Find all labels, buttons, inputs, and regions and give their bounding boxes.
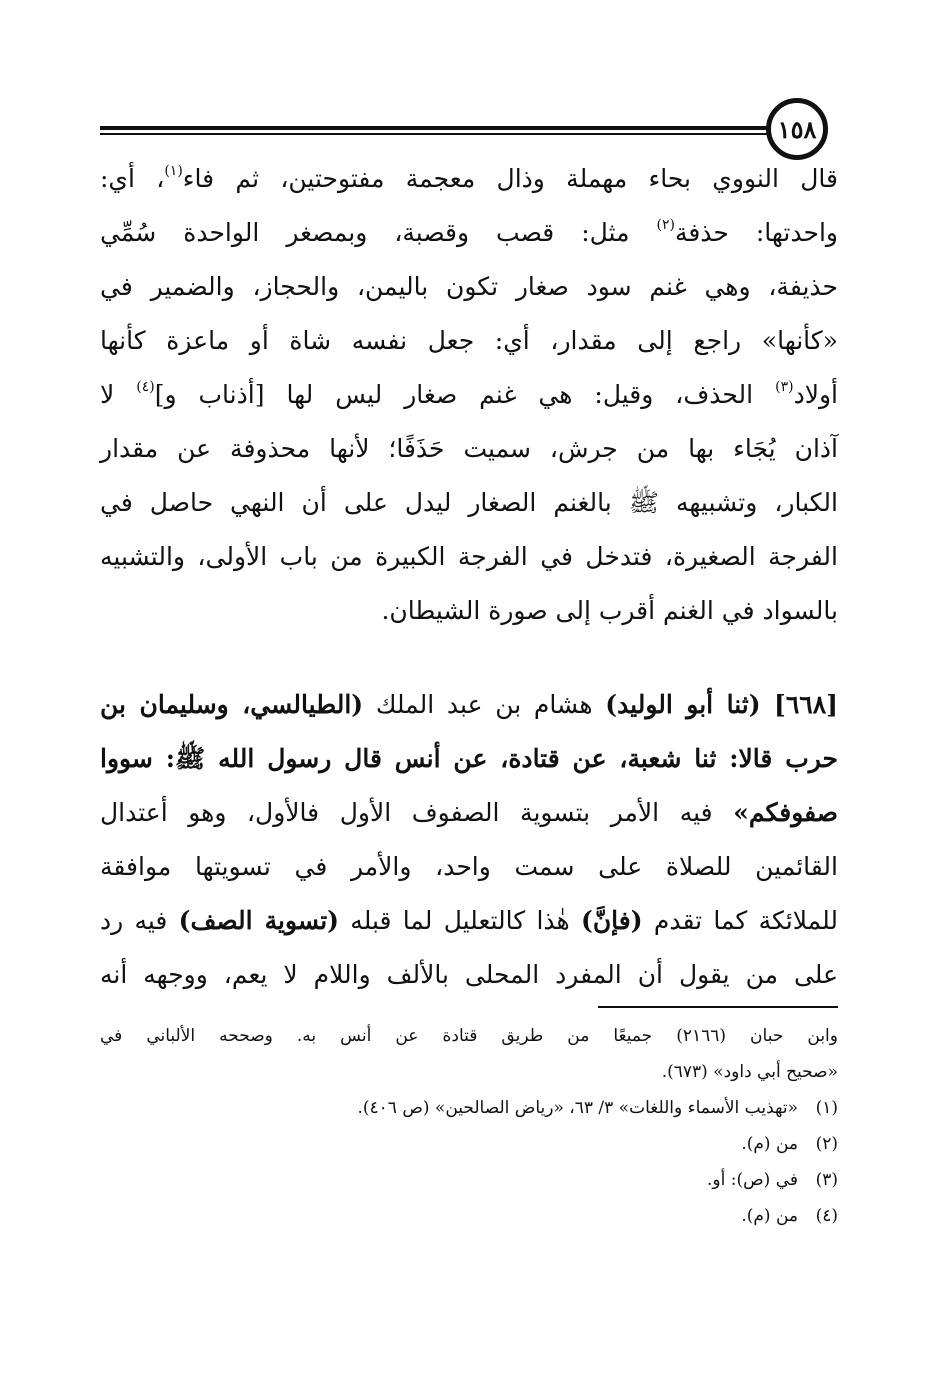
text-line: حرب قالا: ثنا شعبة، عن قتادة، عن أنس قال رسول الله ﷺ: سووا: [100, 744, 838, 773]
text-line: الفرجة الصغيرة، فتدخل في الفرجة الكبيرة من باب الأولى، والتشبيه: [100, 542, 838, 571]
text-line: [٦٦٨] (ثنا أبو الوليد) هشام بن عبد الملك (الطيالسي، وسليمان بن: [100, 690, 838, 719]
main-text: [100, 152, 838, 1002]
header-rule-thick: [100, 126, 820, 130]
text-line: صفوفكم» فيه الأمر بتسوية الصفوف الأول فالأول، وهو أعتدال: [100, 798, 838, 827]
text-line: للملائكة كما تقدم (فإنَّ) هٰذا كالتعليل لما قبله (تسوية الصف) فيه رد: [100, 906, 839, 935]
text-line: القائمين للصلاة على سمت واحد، والأمر في تسويتها موافقة: [100, 852, 838, 881]
text-line: آذان يُجَاء بها من جرش، سميت حَذَفًا؛ لأنها محذوفة عن مقدار: [100, 434, 838, 463]
footnote-ref: (٤): [136, 379, 155, 395]
footnote-3: (٣)في (ص): أو.: [707, 1170, 838, 1190]
text-line: «كأنها» راجع إلى مقدار، أي: جعل نفسه شاة أو ماعزة كأنها: [100, 326, 838, 355]
text-line: قال النووي بحاء مهملة وذال معجمة مفتوحتين، ثم فاء$^{(١)}$، أي:: [100, 163, 839, 193]
footnote-separator: [598, 1006, 838, 1008]
text-line: الكبار، وتشبيهه ﷺ بالغنم الصغار ليدل على أن النهي حاصل في: [100, 488, 838, 517]
text-line: حذيفة، وهي غنم سود صغار تكون باليمن، والحجاز، والضمير في: [100, 272, 838, 301]
header-rule-thin: [100, 133, 820, 135]
footnote-continuation: «صحيح أبي داود» (٦٧٣).: [661, 1062, 838, 1082]
text-line: على من يقول أن المفرد المحلى بالألف واللام لا يعم، ووجهه أنه: [100, 960, 838, 989]
footnote-ref: (٢): [656, 217, 675, 233]
footnote-continuation: وابن حبان (٢١٦٦) جميعًا من طريق قتادة عن أنس به. وصححه الألباني في: [100, 1026, 838, 1046]
text-line: أولاد$^{(٣)}$ الحذف، وقيل: هي غنم صغار ليس لها [أذناب و]$^{(٤)}$ لا: [100, 379, 838, 409]
footnote-2: (٢)من (م).: [741, 1134, 838, 1154]
footnote-ref: (١): [164, 163, 183, 179]
footnotes: [100, 1018, 838, 1234]
footnote-4: (٤)من (م).: [741, 1206, 838, 1226]
footnote-1: (١)«تهذيب الأسماء واللغات» ٣/ ٦٣، «رياض الصالحين» (ص ٤٠٦).: [357, 1098, 838, 1118]
text-line: بالسواد في الغنم أقرب إلى صورة الشيطان.: [381, 596, 838, 625]
footnote-ref: (٣): [775, 379, 794, 395]
page-number: ١٥٨: [766, 98, 828, 160]
text-line: واحدتها: حذفة$^{(٢)}$ مثل: قصب وقصبة، وبمصغر الواحدة سُمِّي: [100, 217, 838, 247]
